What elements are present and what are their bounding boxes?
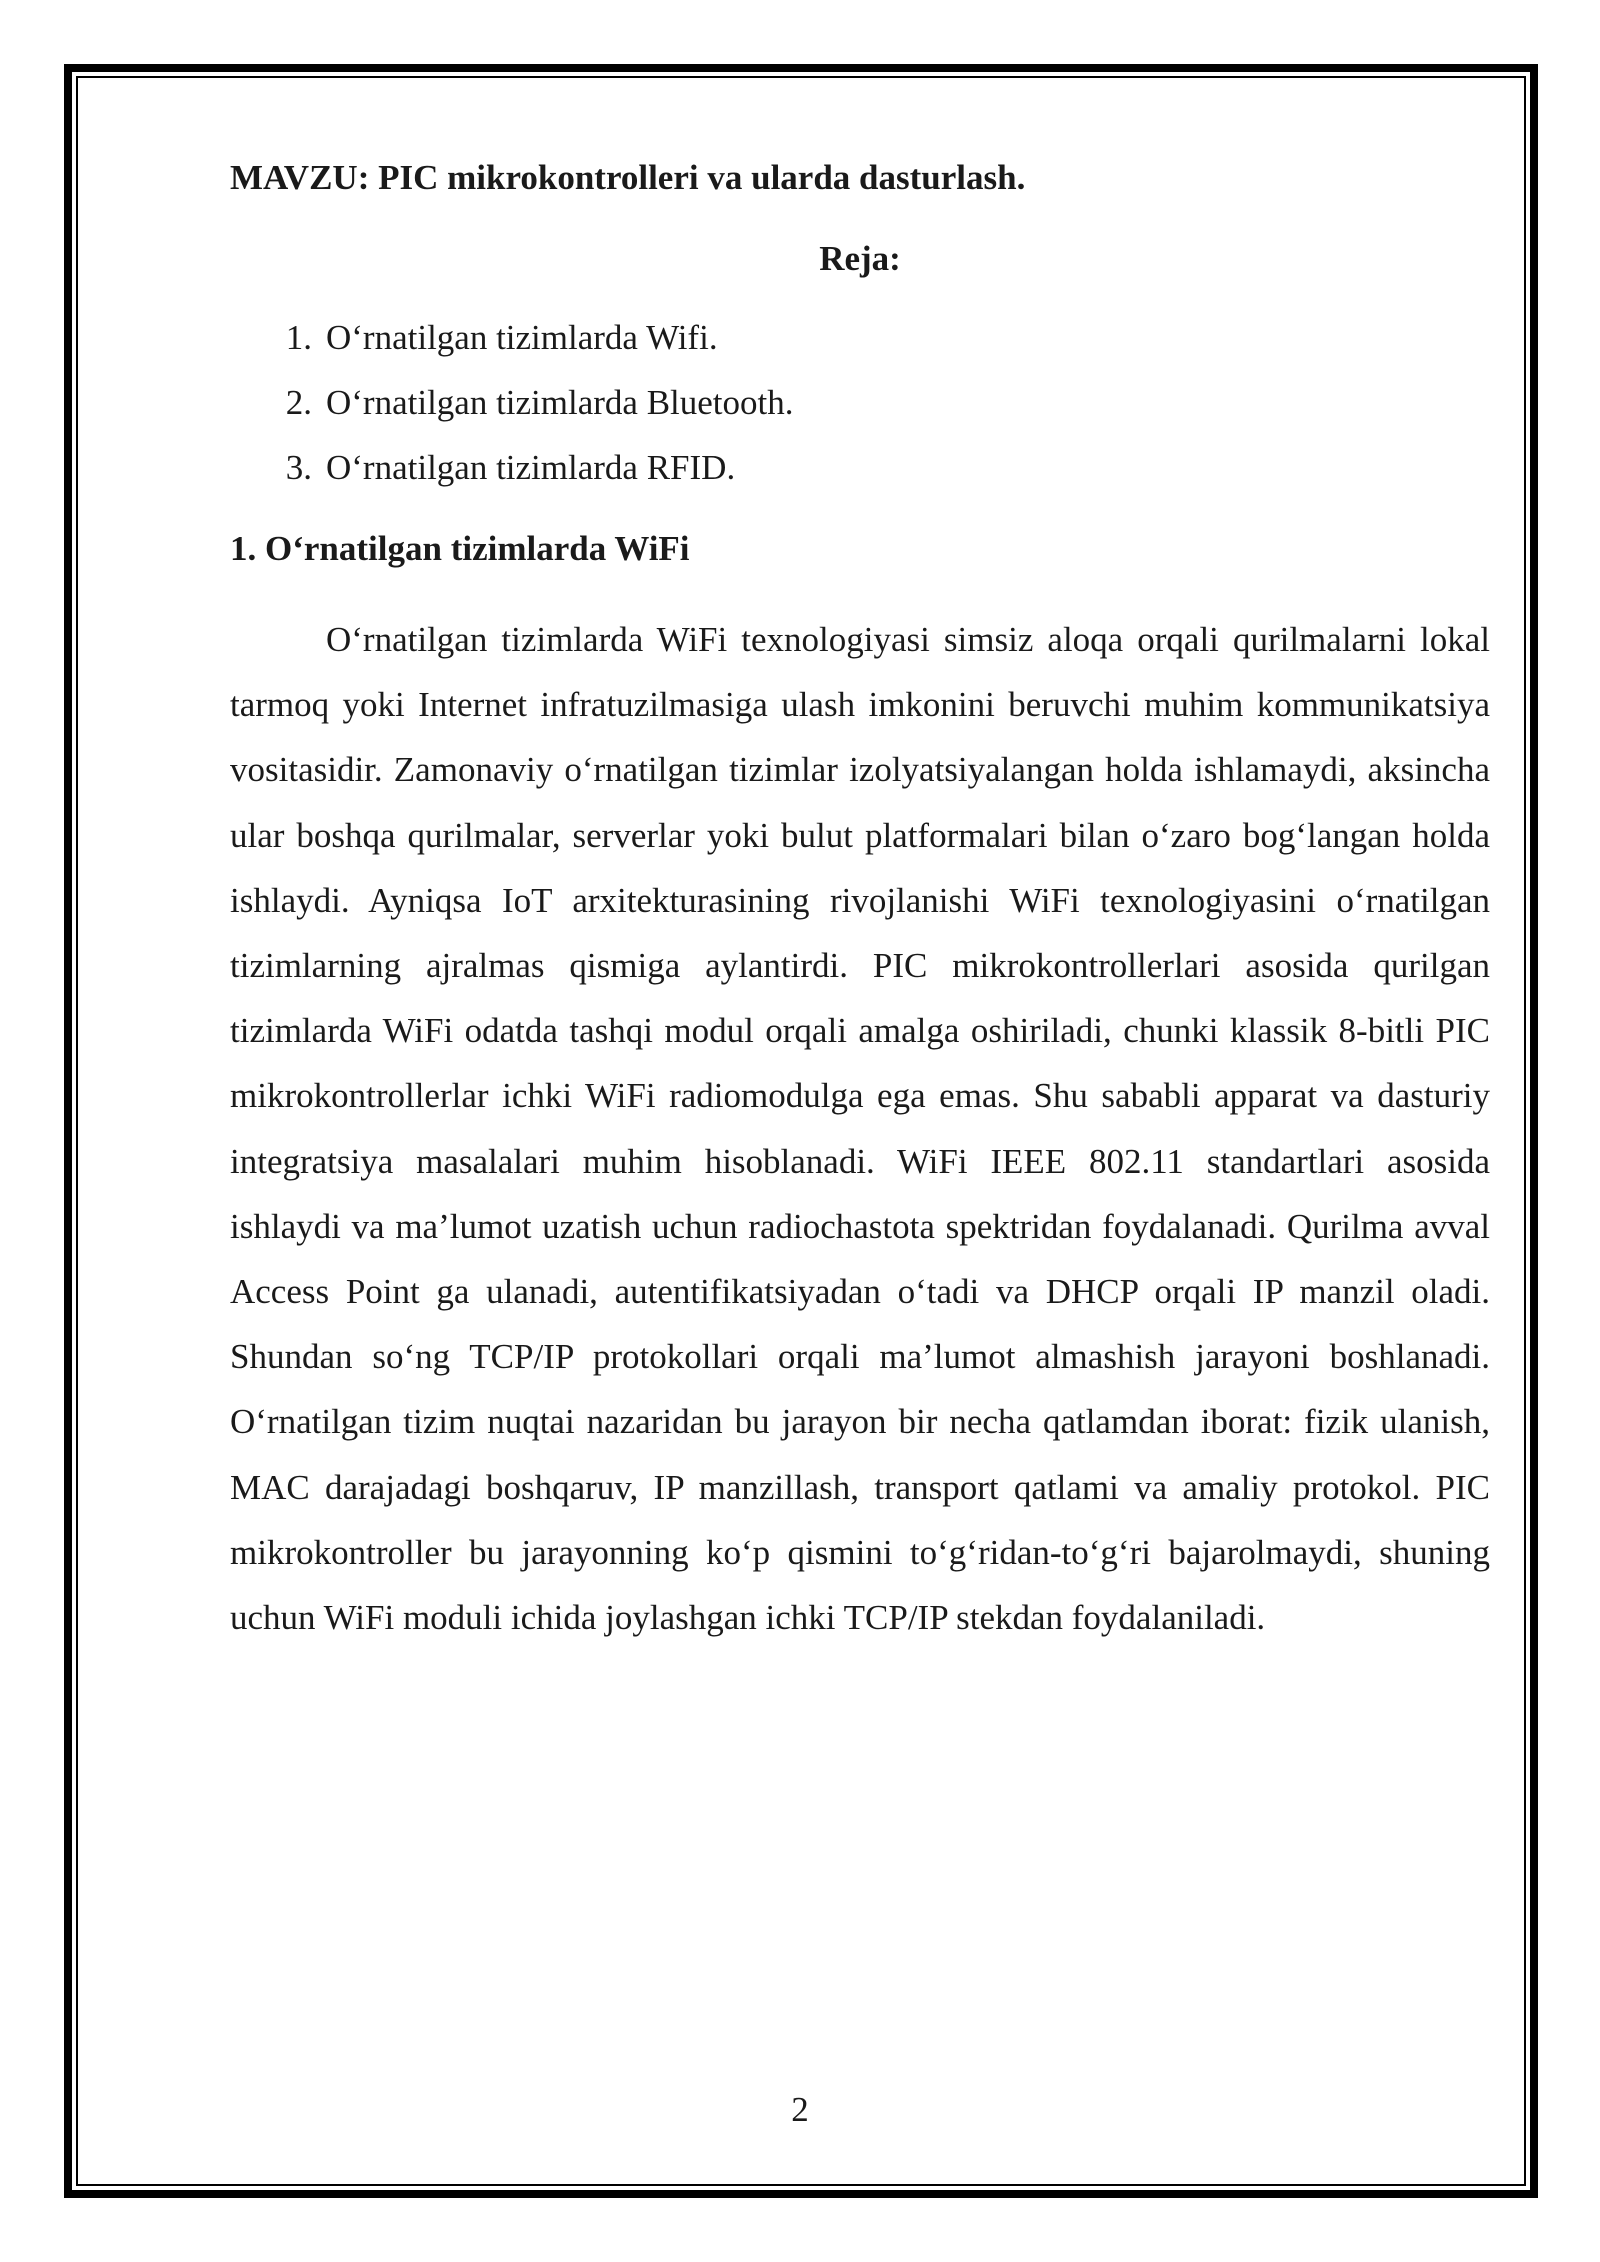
plan-item — [230, 435, 1490, 500]
section-heading: 1. O‘rnatilgan tizimlarda WiFi — [230, 529, 690, 568]
plan-item — [230, 305, 1490, 370]
plan-item-text: O‘rnatilgan tizimlarda Wifi. — [326, 318, 718, 357]
plan-item-number: 3. — [285, 448, 312, 487]
plan-list — [230, 305, 1490, 500]
plan-item-text: O‘rnatilgan tizimlarda Bluetooth. — [326, 383, 794, 422]
topic-title: MAVZU: PIC mikrokontrolleri va ularda dasturlash. — [230, 158, 1026, 197]
page-number: 2 — [791, 2090, 809, 2129]
plan-item-text: O‘rnatilgan tizimlarda RFID. — [326, 448, 736, 487]
page-content — [230, 145, 1490, 1650]
body-paragraph: O‘rnatilgan tizimlarda WiFi texnologiyasi simsiz aloqa orqali qurilmalarni lokal tarmoq yoki Internet infratuzilmasiga ulash imkonini beruvchi muhim kommunikatsiya vositasidir. Zamonaviy o‘rnatilgan tizimlar izolyatsiyalangan holda ishlamaydi, aksincha ular boshqa qurilmalar, serverlar yoki bulut platformalari bilan o‘zaro bog‘langan holda ishlaydi. Ayniqsa IoT arxitekturasining rivojlanishi WiFi texnologiyasini o‘rnatilgan tizimlarning ajralmas qismiga aylantirdi. PIC mikrokontrollerlari asosida qurilgan tizimlarda WiFi odatda tashqi modul orqali amalga oshiriladi, chunki klassik 8-bitli PIC mikrokontrollerlar ichki WiFi radiomodulga ega emas. Shu sababli apparat va dasturiy integratsiya masalalari muhim hisoblanadi. WiFi IEEE 802.11 standartlari asosida ishlaydi va ma’lumot uzatish uchun radiochastota spektridan foydalanadi. Qurilma avval Access Point ga ulanadi, autentifikatsiyadan o‘tadi va DHCP orqali IP manzil oladi. Shundan so‘ng TCP/IP protokollari orqali ma’lumot almashish jarayoni boshlanadi. O‘rnatilgan tizim nuqtai nazaridan bu jarayon bir necha qatlamdan iborat: fizik ulanish, MAC darajadagi boshqaruv, IP manzillash, transport qatlami va amaliy protokol. PIC mikrokontroller bu jarayonning ko‘p qismini to‘g‘ridan-to‘g‘ri bajarolmaydi, shuning uchun WiFi moduli ichida joylashgan ichki TCP/IP stekdan foydalaniladi. — [230, 620, 1490, 1638]
plan-item-number: 1. — [285, 318, 312, 357]
plan-item — [230, 370, 1490, 435]
plan-title: Reja: — [819, 239, 901, 278]
plan-item-number: 2. — [285, 383, 312, 422]
